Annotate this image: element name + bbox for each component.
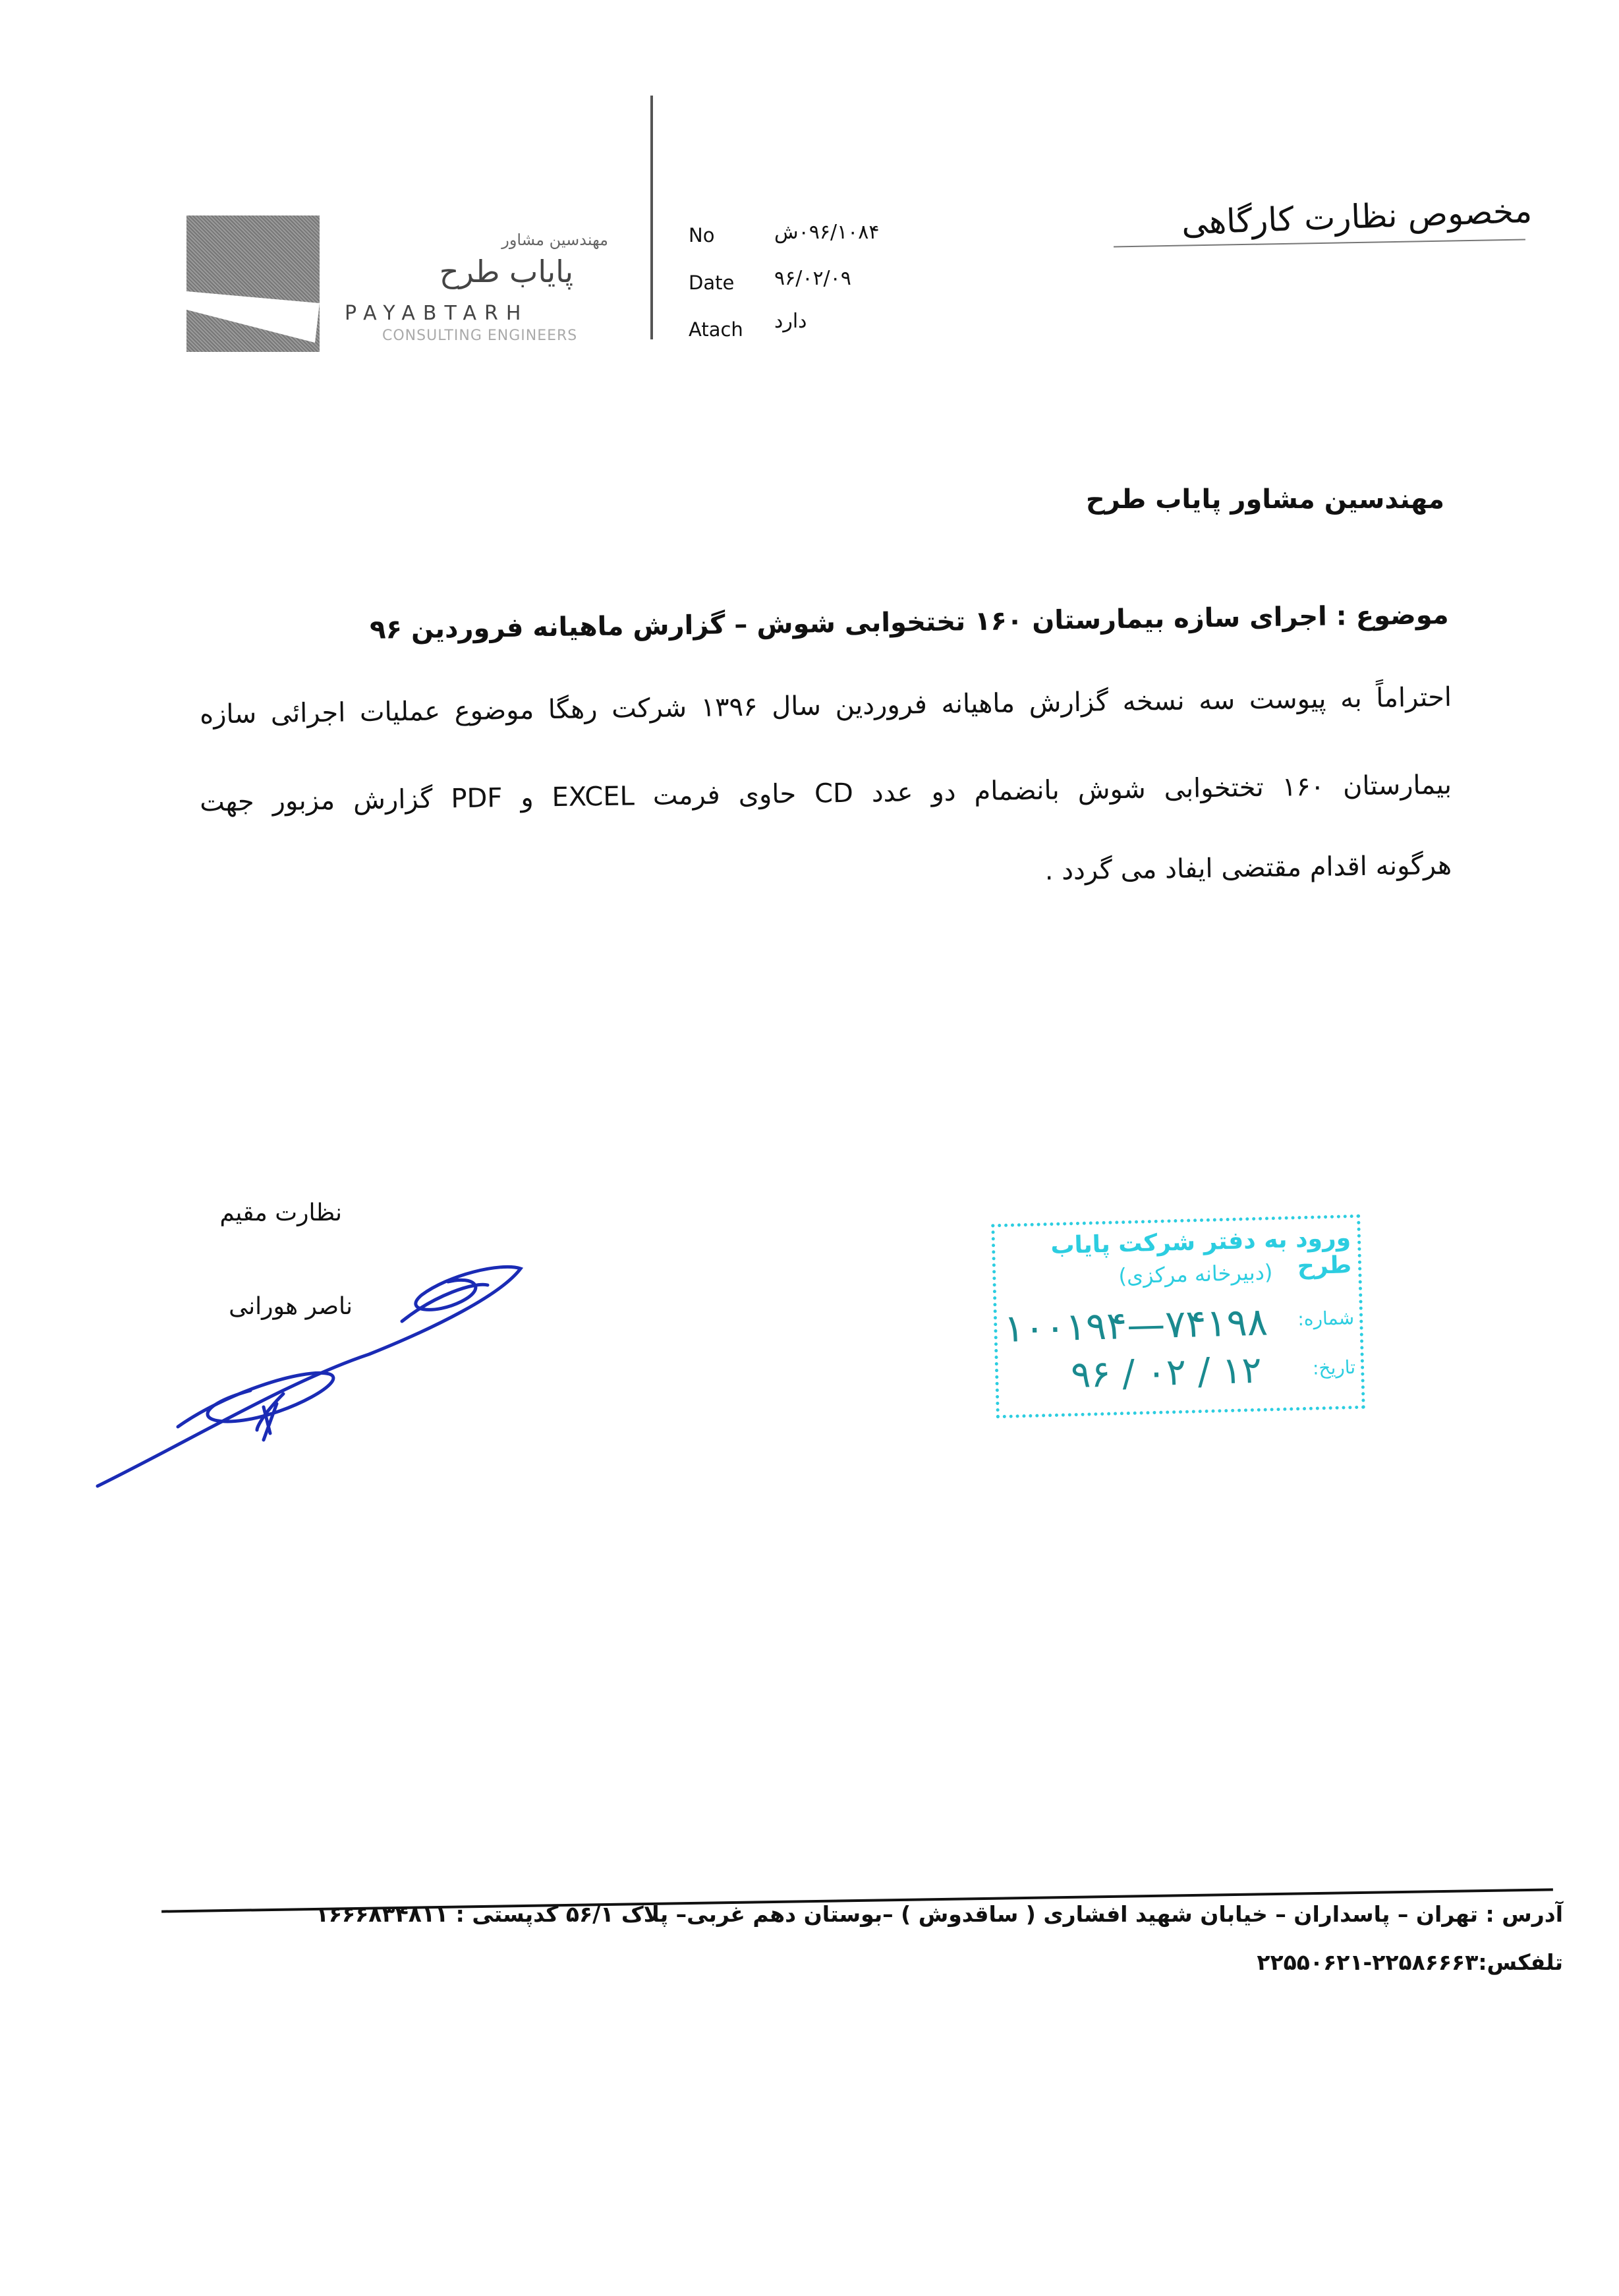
signatory-role: نظارت مقیم	[219, 1199, 342, 1226]
addressee: مهندسین مشاور پایاب طرح	[1085, 484, 1444, 515]
attach-value: دارد	[774, 310, 807, 333]
header-divider	[650, 96, 653, 339]
logo-subtitle-en: CONSULTING ENGINEERS	[382, 328, 578, 344]
date-label: Date	[689, 272, 735, 294]
body-line: بیمارستان ۱۶۰ تختخوابی شوش بانضمام دو عدد CD حاوی فرمت EXCEL و PDF گزارش مزبور جهت	[199, 770, 1452, 818]
logo-subtitle-fa: مهندسین مشاور	[501, 231, 608, 249]
attach-label: Atach	[689, 318, 743, 341]
stamp-date-value: ۹۶ / ۰۲ / ۱۲	[1070, 1348, 1263, 1397]
no-label: No	[689, 224, 715, 246]
receipt-stamp	[991, 1215, 1365, 1419]
letter-subject: موضوع : اجرای سازه بیمارستان ۱۶۰ تختخوابی شوش – گزارش ماهیانه فروردین ۹۶	[370, 600, 1450, 645]
signatory-name: ناصر هورانی	[229, 1293, 353, 1320]
document-header-title: مخصوص نظارت کارگاهی	[1181, 191, 1533, 243]
handwritten-signature	[92, 1255, 540, 1493]
stamp-number-value: ۱۰۰۱۹۴—۷۴۱۹۸	[1003, 1299, 1268, 1351]
header-underline	[1114, 239, 1525, 248]
body-line: احتراماً به پیوست سه نسخه گزارش ماهیانه فروردین سال ۱۳۹۶ شرکت رهگا موضوع عملیات اجرائی سازه	[199, 682, 1452, 730]
stamp-title: ورود به دفتر شرکت پایاب طرح	[1050, 1224, 1352, 1280]
no-value: ۰۹۶/۱۰۸۴ش	[774, 221, 880, 244]
footer-phone: تلفکس:۲۲۵۸۶۶۶۳-۲۲۵۵۰۶۲۱	[1257, 1949, 1563, 1975]
stamp-date-label: تاریخ:	[1312, 1356, 1356, 1379]
logo-notch-shape	[186, 290, 320, 349]
stamp-number-label: شماره:	[1297, 1307, 1355, 1331]
footer-address: آدرس : تهران – پاسداران – خیابان شهید افشاری ( ساقدوش ) –بوستان دهم غربی– پلاک ۵۶/۱ کدپستی : ۱۶۶۶۸۳۴۸۱۱	[315, 1901, 1563, 1927]
body-line: هرگونه اقدام مقتضی ایفاد می گردد .	[1044, 850, 1452, 886]
date-value: ۹۶/۰۲/۰۹	[774, 267, 851, 290]
logo-name-fa: پایاب طرح	[439, 254, 573, 289]
stamp-subtitle: (دبیرخانه مرکزی)	[1118, 1259, 1273, 1289]
logo-name-en: PAYABTARH	[345, 302, 529, 325]
